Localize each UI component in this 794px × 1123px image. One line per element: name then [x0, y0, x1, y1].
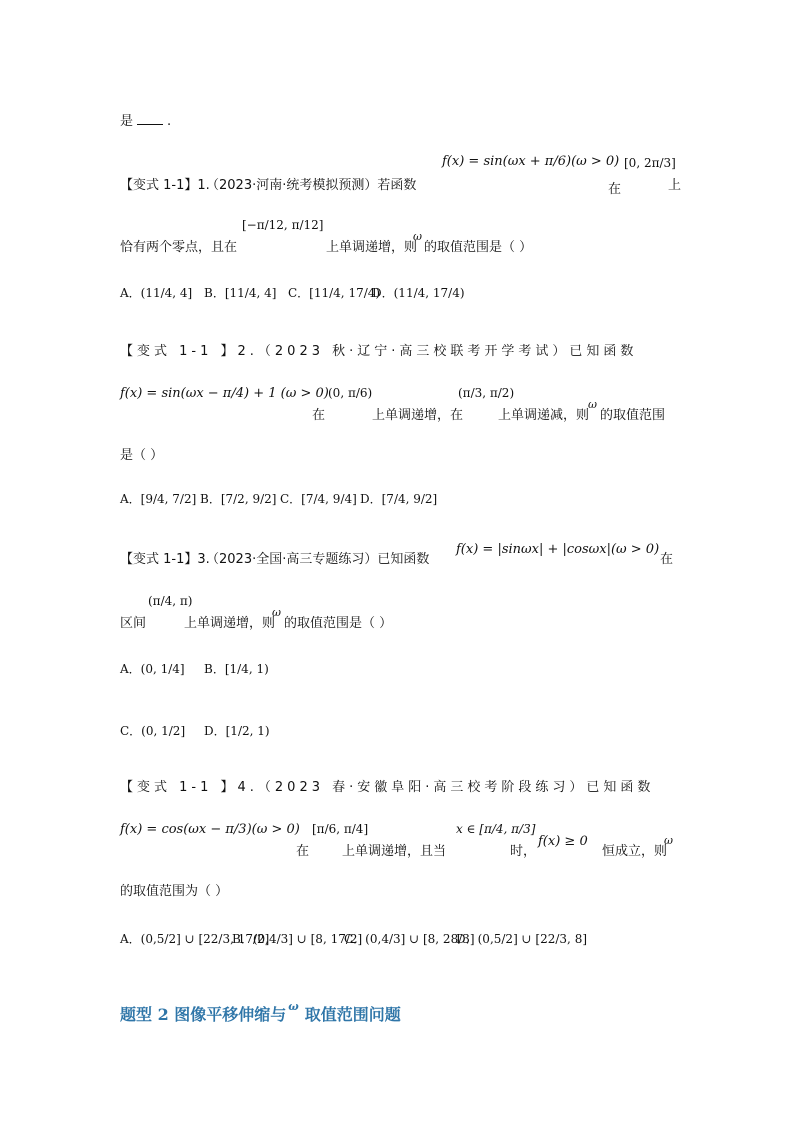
- q2-line3: [120, 444, 163, 463]
- q1-source: （2023·河南·统考模拟预测）若函数: [206, 178, 417, 193]
- q2-line1: [120, 340, 637, 359]
- q4-shi: 时，: [510, 844, 537, 859]
- q4-mid: 上单调递增，且当: [342, 844, 447, 859]
- q2-option-c[interactable]: C．[7/4, 9/4]: [280, 492, 357, 506]
- q3-zai: 在: [660, 552, 674, 567]
- q4-option-c[interactable]: C．(0,4/3] ∪ [8, 28/3]: [344, 932, 475, 946]
- q2-option-b[interactable]: B．[7/2, 9/2]: [200, 492, 277, 506]
- q4-source: （2023 春·安徽阜阳·高三校考阶段练习）已知函数: [257, 780, 655, 795]
- q3-option-a[interactable]: A．(0, 1/4]: [120, 662, 185, 676]
- q1-option-c[interactable]: C．[11/4, 17/4): [288, 286, 381, 300]
- q1-option-b[interactable]: B．[11/4, 4]: [204, 286, 277, 300]
- q1-tag: 【变式 1-1】1.: [120, 178, 210, 193]
- q2-option-d[interactable]: D．[7/4, 9/2]: [360, 492, 438, 506]
- q4-line3: [120, 880, 228, 899]
- q2-line3-text: 是（ ）: [120, 448, 164, 463]
- q3-interval: (π/4, π): [148, 594, 193, 608]
- q2-function: f(x) = sin(ωx − π/4) + 1 (ω > 0): [120, 386, 329, 401]
- intro-tail: .: [167, 114, 172, 129]
- q4-tag: 【变式 1-1 】4.: [120, 780, 258, 795]
- intro-text: 是: [120, 114, 134, 129]
- q4-zai: 在: [296, 844, 310, 859]
- q4-cond: x ∈ [π/4, π/3]: [456, 822, 536, 836]
- q3-tag: 【变式 1-1】3.: [120, 552, 210, 567]
- q4-interval: [π/6, π/4]: [312, 822, 369, 836]
- q4-option-a[interactable]: A．(0,5/2] ∪ [22/3, 17/2]: [120, 932, 270, 946]
- q4-function: f(x) = cos(ωx − π/3)(ω > 0): [120, 822, 300, 837]
- section-omega: ω: [288, 1000, 299, 1013]
- q1-shang: 上: [668, 178, 682, 193]
- q4-omega: ω: [664, 834, 673, 847]
- q2-interval: (0, π/6): [328, 386, 373, 400]
- q2-source: （2023 秋·辽宁·高三校联考开学考试）已知函数: [257, 344, 638, 359]
- q3-omega: ω: [272, 606, 281, 619]
- intro-line: [120, 110, 171, 129]
- q4-option-d[interactable]: D．(0,5/2] ∪ [22/3, 8]: [456, 932, 588, 946]
- q2-tail: 上单调递减，则: [498, 408, 590, 423]
- q4-tail: 恒成立，则: [602, 844, 668, 859]
- q2-omega: ω: [588, 398, 597, 411]
- answer-blank: [137, 113, 163, 125]
- q1-line2-a: 恰有两个零点，且在: [120, 240, 238, 255]
- q1-zai: 在: [608, 182, 622, 197]
- q3-option-d[interactable]: D．[1/2, 1): [204, 724, 270, 738]
- q1-function: f(x) = sin(ωx + π/6)(ω > 0): [442, 154, 620, 169]
- section-title-b: 取值范围问题: [304, 1005, 401, 1024]
- q2-option-a[interactable]: A．[9/4, 7/2]: [120, 492, 197, 506]
- q2-mid: 上单调递增，在: [372, 408, 464, 423]
- q4-line1: [120, 776, 654, 795]
- q4-ineq: f(x) ≥ 0: [538, 834, 588, 849]
- q1-interval2: [−π/12, π/12]: [242, 218, 324, 232]
- q3-option-c[interactable]: C．(0, 1/2]: [120, 724, 186, 738]
- q4-option-b[interactable]: B．(0,4/3] ∪ [8, 17/2]: [232, 932, 363, 946]
- q1-interval: [0, 2π/3]: [624, 156, 676, 170]
- q4-line3-text: 的取值范围为（ ）: [120, 884, 229, 899]
- q3-source: （2023·全国·高三专题练习）已知函数: [206, 552, 430, 567]
- q1-line2-c: 的取值范围是（ ）: [424, 240, 533, 255]
- q2-tag: 【变式 1-1 】2.: [120, 344, 258, 359]
- q3-line2-b: 上单调递增，则: [184, 616, 276, 631]
- q1-omega: ω: [413, 230, 422, 243]
- q2-interval2: (π/3, π/2): [458, 386, 515, 400]
- q1-option-a[interactable]: A．(11/4, 4]: [120, 286, 193, 300]
- q3-line2-a: 区间: [120, 616, 147, 631]
- q3-function: f(x) = |sinωx| + |cosωx|(ω > 0): [456, 542, 660, 557]
- q1-line2-b: 上单调递增，则: [326, 240, 418, 255]
- section-title-a: 题型 2 图像平移伸缩与: [120, 1005, 287, 1024]
- section-title: [120, 1000, 401, 1025]
- q2-zai: 在: [312, 408, 326, 423]
- q3-option-b[interactable]: B．[1/4, 1): [204, 662, 269, 676]
- q2-tail2: 的取值范围: [600, 408, 666, 423]
- q3-line2-c: 的取值范围是（ ）: [284, 616, 393, 631]
- q1-option-d[interactable]: D．(11/4, 17/4): [372, 286, 465, 300]
